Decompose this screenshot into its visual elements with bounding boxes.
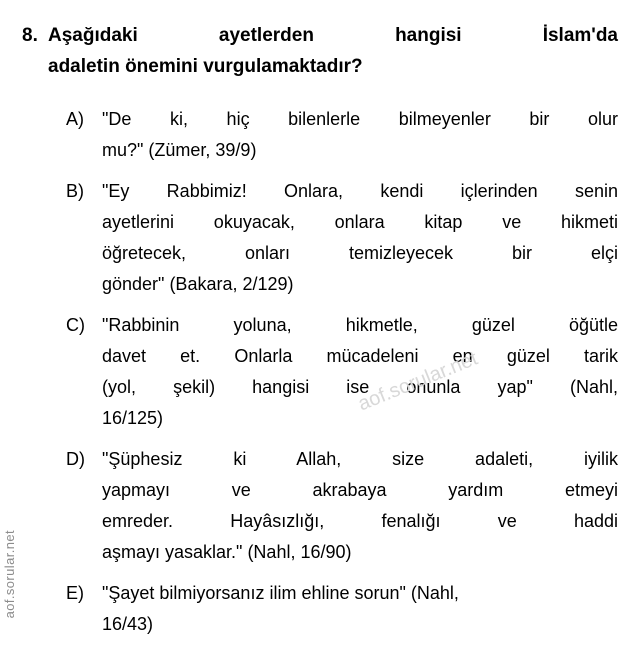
option-e-text — [102, 578, 618, 640]
option-c-text — [102, 310, 618, 434]
option-d-line-2: yapmayı ve akrabaya yardım etmeyi — [102, 480, 618, 500]
option-e-line-2: 16/43) — [102, 614, 154, 634]
option-a-line-2: mu?" (Zümer, 39/9) — [102, 140, 257, 160]
option-a-line-1: "De ki, hiç bilenlerle bilmeyenler bir olur — [102, 109, 618, 129]
option-d-line-1: "Şüphesiz ki Allah, size adaleti, iyilik — [102, 449, 618, 469]
option-c-letter: C) — [66, 315, 85, 335]
option-b[interactable] — [66, 176, 618, 300]
option-d-letter: D) — [66, 449, 85, 469]
option-b-line-4: gönder" (Bakara, 2/129) — [102, 274, 294, 294]
option-b-letter: B) — [66, 181, 84, 201]
option-c-line-4: 16/125) — [102, 408, 164, 428]
option-c-line-1: "Rabbinin yoluna, hikmetle, güzel öğütle — [102, 315, 618, 335]
option-b-line-2: ayetlerini okuyacak, onlara kitap ve hikmeti — [102, 212, 618, 232]
question-text — [48, 20, 618, 82]
option-e-line-1: "Şayet bilmiyorsanız ilim ehline sorun" (Nahl, — [102, 583, 459, 603]
option-d-text — [102, 444, 618, 568]
question-number: 8. — [22, 25, 38, 46]
option-d-line-4: aşmayı yasaklar." (Nahl, 16/90) — [102, 542, 352, 562]
question-line-1: Aşağıdaki ayetlerden hangisi İslam'da — [48, 25, 618, 46]
option-b-text — [102, 176, 618, 300]
watermark-diagonal: aof.sorular.net — [355, 347, 481, 416]
question-line-2: adaletin önemini vurgulamaktadır? — [48, 56, 363, 77]
option-c-line-2: davet et. Onlarla mücadeleni en güzel tarik — [102, 346, 618, 366]
question-block — [22, 20, 618, 82]
question-row — [22, 20, 618, 82]
option-a[interactable] — [66, 104, 618, 166]
option-a-letter: A) — [66, 109, 84, 129]
option-b-line-3: öğretecek, onları temizleyecek bir elçi — [102, 243, 618, 263]
options-list — [66, 104, 618, 650]
option-d[interactable] — [66, 444, 618, 568]
option-c-line-3: (yol, şekil) hangisi ise onunla yap" (Nahl, — [102, 377, 618, 397]
watermark-side: aof.sorular.net — [2, 529, 17, 618]
option-c[interactable] — [66, 310, 618, 434]
option-e-letter: E) — [66, 583, 84, 603]
option-b-line-1: "Ey Rabbimiz! Onlara, kendi içlerinden senin — [102, 181, 618, 201]
option-a-text — [102, 104, 618, 166]
option-d-line-3: emreder. Hayâsızlığı, fenalığı ve haddi — [102, 511, 618, 531]
option-e[interactable] — [66, 578, 618, 640]
